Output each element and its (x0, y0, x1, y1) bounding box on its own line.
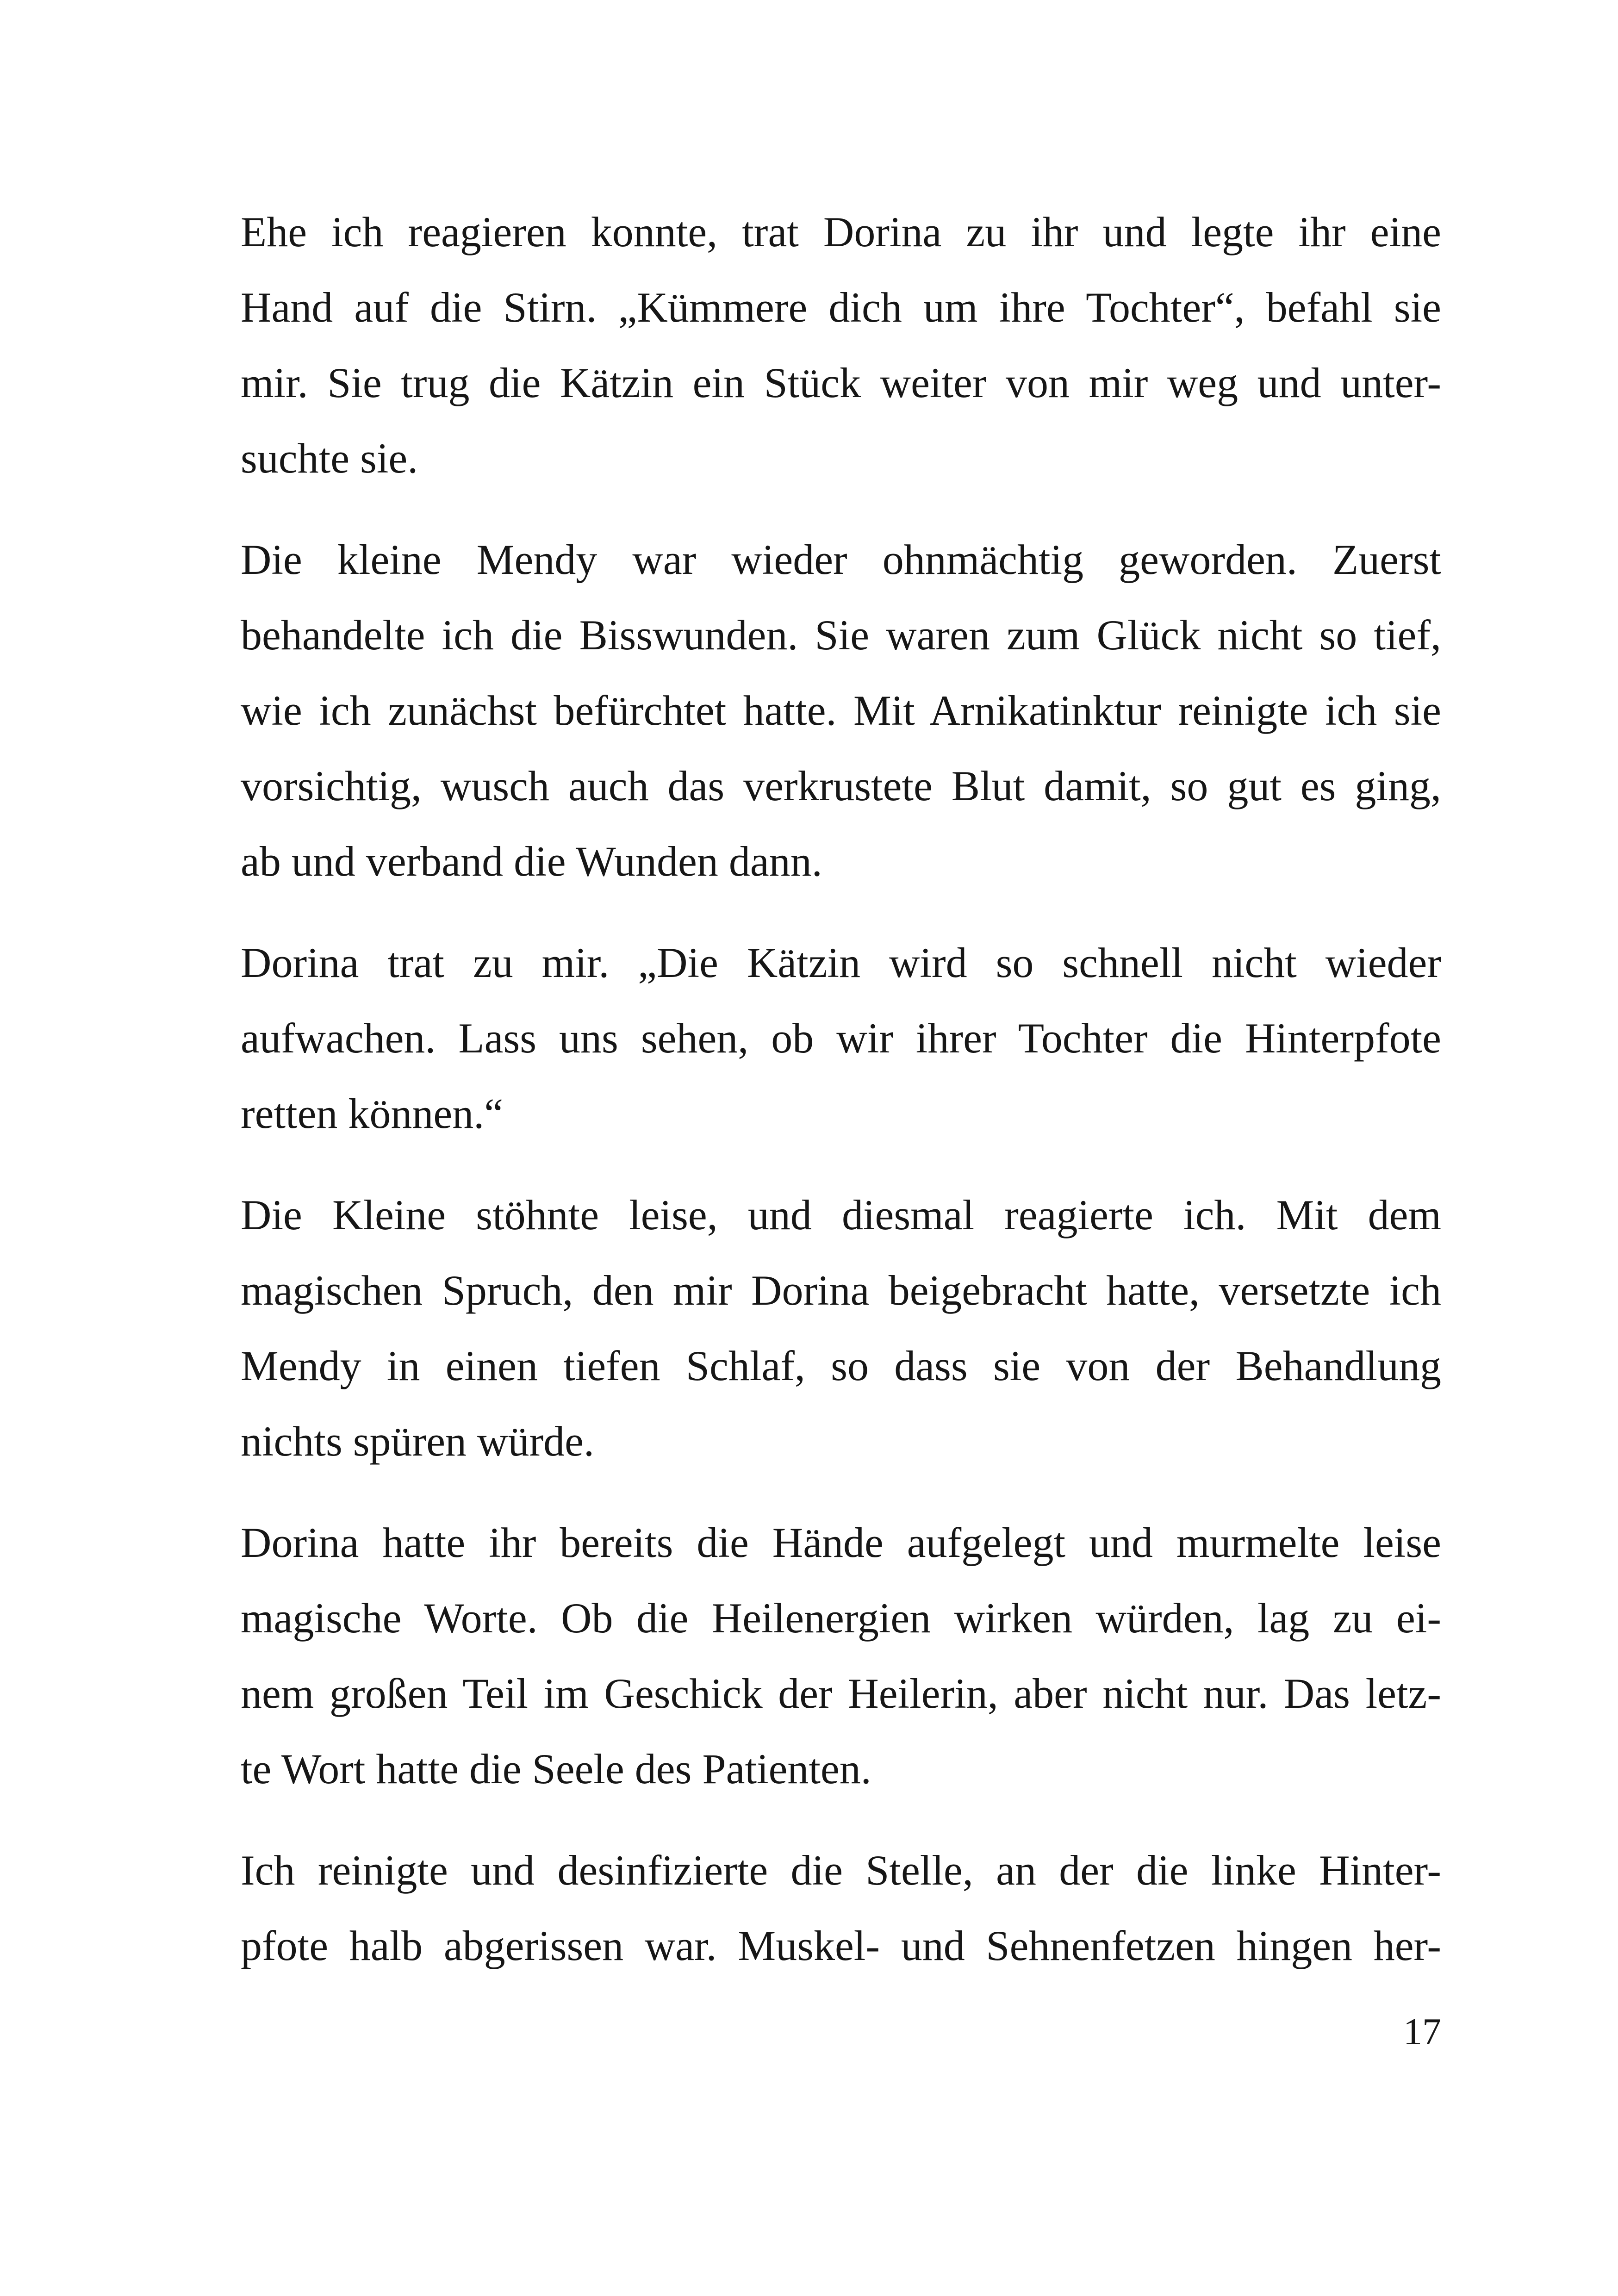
body-text (186, 194, 1441, 2010)
paragraph (186, 1177, 1441, 1479)
text-line: te Wort hatte die Seele des Patienten. (241, 1745, 871, 1792)
text-line: behandelte ich die Bisswunden. Sie waren zum Glück nicht so tief, (241, 611, 1441, 659)
text-line: Die Kleine stöhnte leise, und diesmal reagierte ich. Mit dem (241, 1191, 1441, 1238)
paragraph (186, 925, 1441, 1151)
text-line: magische Worte. Ob die Heilenergien wirken würden, lag zu ei- (241, 1594, 1441, 1642)
text-line: wie ich zunächst befürchtet hatte. Mit Arnikatinktur reinigte ich sie (241, 687, 1441, 734)
text-line: Ich reinigte und desinfizierte die Stelle, an der die linke Hinter- (241, 1847, 1441, 1894)
paragraph (186, 1505, 1441, 1807)
text-line: vorsichtig, wusch auch das verkrustete Blut damit, so gut es ging, (241, 762, 1441, 809)
text-line: Dorina trat zu mir. „Die Kätzin wird so schnell nicht wieder (241, 939, 1441, 986)
text-line: Mendy in einen tiefen Schlaf, so dass sie von der Behandlung (241, 1342, 1441, 1389)
paragraph (186, 522, 1441, 899)
page-number: 17 (1403, 2010, 1441, 2053)
text-line: Hand auf die Stirn. „Kümmere dich um ihre Tochter“, befahl sie (241, 284, 1441, 331)
text-line: mir. Sie trug die Kätzin ein Stück weiter von mir weg und unter- (241, 359, 1441, 406)
text-line: Ehe ich reagieren konnte, trat Dorina zu ihr und legte ihr eine (241, 208, 1441, 255)
text-line: magischen Spruch, den mir Dorina beigebracht hatte, versetzte ich (241, 1267, 1441, 1314)
text-line: nichts spüren würde. (241, 1418, 594, 1465)
text-line: Die kleine Mendy war wieder ohnmächtig geworden. Zuerst (241, 536, 1441, 583)
text-line: retten können.“ (241, 1090, 504, 1137)
text-line: pfote halb abgerissen war. Muskel- und Sehnenfetzen hingen her- (241, 1922, 1441, 1969)
paragraph (186, 1833, 1441, 1984)
text-line: nem großen Teil im Geschick der Heilerin, aber nicht nur. Das letz- (241, 1670, 1441, 1717)
text-line: aufwachen. Lass uns sehen, ob wir ihrer Tochter die Hinterpfote (241, 1014, 1441, 1062)
paragraph (186, 194, 1441, 496)
text-line: Dorina hatte ihr bereits die Hände aufgelegt und murmelte leise (241, 1519, 1441, 1566)
text-line: suchte sie. (241, 435, 418, 482)
text-line: ab und verband die Wunden dann. (241, 838, 822, 885)
